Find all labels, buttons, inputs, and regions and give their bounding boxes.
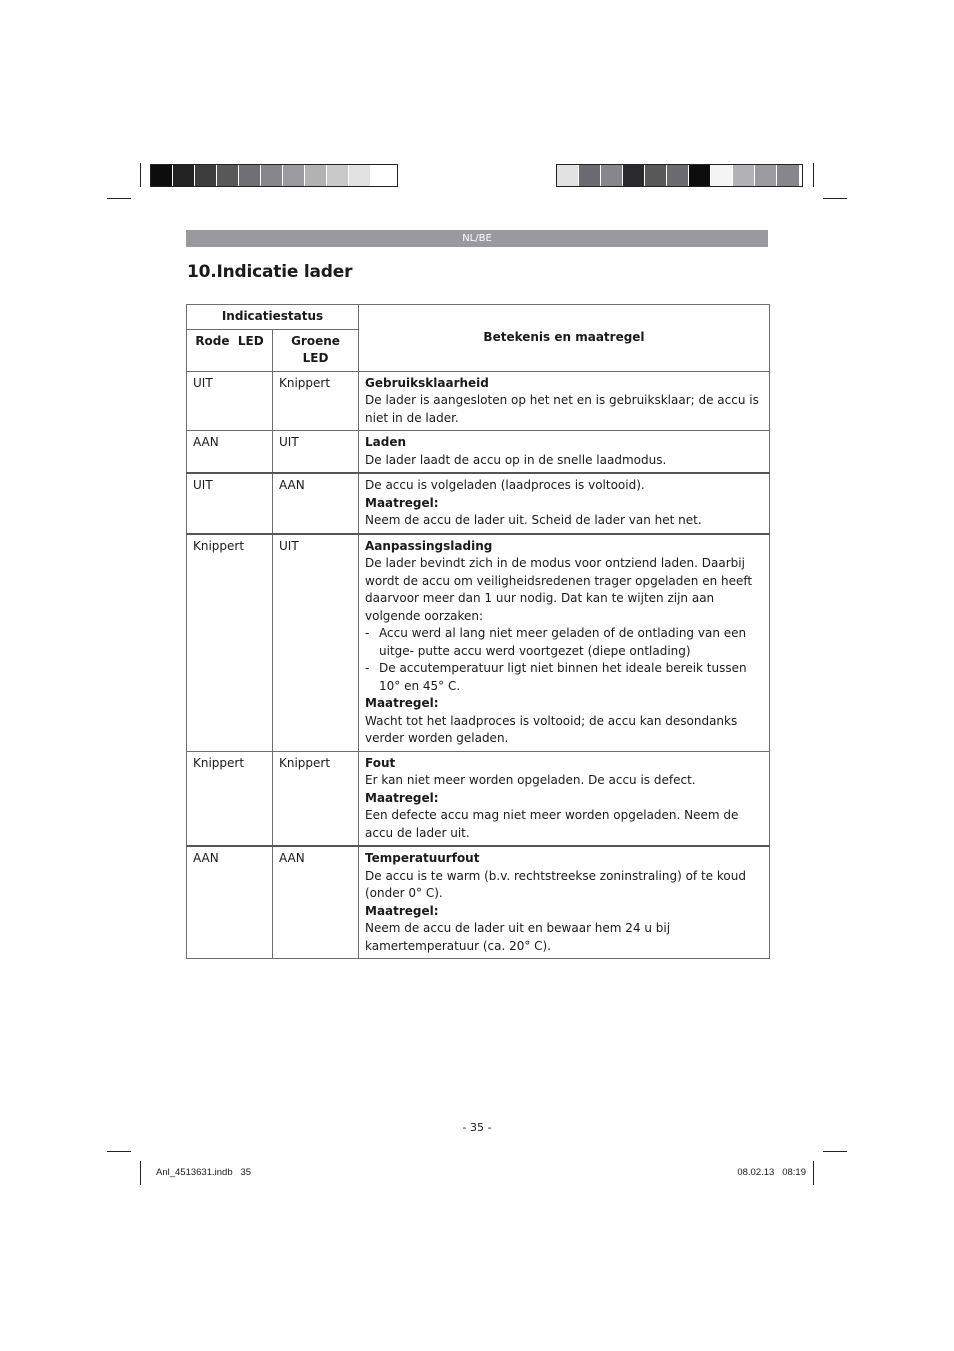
color-swatch bbox=[733, 165, 755, 186]
meaning-cell bbox=[359, 473, 770, 534]
table-row bbox=[187, 371, 770, 431]
table-row bbox=[187, 846, 770, 959]
table-row bbox=[187, 751, 770, 846]
meaning-cell bbox=[359, 534, 770, 752]
measure-text: Neem de accu de lader uit. Scheid de lader van het net. bbox=[365, 513, 702, 527]
meaning-cell bbox=[359, 751, 770, 846]
color-calibration-bar-right bbox=[556, 164, 803, 187]
header-indication-status: Indicatiestatus bbox=[187, 305, 359, 330]
green-led-cell: Knippert bbox=[273, 751, 359, 846]
crop-mark bbox=[813, 1161, 814, 1185]
red-led-cell: AAN bbox=[187, 431, 273, 474]
color-swatch bbox=[349, 165, 371, 186]
green-led-cell: AAN bbox=[273, 846, 359, 959]
measure-label: Maatregel: bbox=[365, 903, 439, 918]
color-swatch bbox=[151, 165, 173, 186]
color-swatch bbox=[645, 165, 667, 186]
meaning-cell bbox=[359, 431, 770, 474]
language-header bbox=[186, 230, 768, 247]
language-label: NL/BE bbox=[462, 233, 492, 244]
color-swatch bbox=[371, 165, 393, 186]
color-swatch bbox=[777, 165, 799, 186]
color-swatch bbox=[195, 165, 217, 186]
crop-mark bbox=[107, 1151, 131, 1152]
crop-mark bbox=[107, 198, 131, 199]
measure-label: Maatregel: bbox=[365, 495, 439, 510]
red-led-cell: UIT bbox=[187, 371, 273, 431]
crop-mark bbox=[813, 163, 814, 187]
header-green-led: Groene LED bbox=[273, 329, 359, 371]
green-led-cell: UIT bbox=[273, 431, 359, 474]
color-swatch bbox=[755, 165, 777, 186]
meaning-cell bbox=[359, 846, 770, 959]
measure-text: Neem de accu de lader uit en bewaar hem 24 u bij kamertemperatuur (ca. 20° C). bbox=[365, 921, 671, 953]
meaning-text: De lader bevindt zich in de modus voor ontziend laden. Daarbij wordt de accu om veiligheidsredenen trager opgeladen en heeft daarvoor meer dan 1 uur nodig. Dat kan te wijten zijn aan volgende oorzaken: bbox=[365, 556, 753, 623]
meaning-title: Laden bbox=[365, 435, 407, 449]
meaning-title: Aanpassingslading bbox=[365, 538, 493, 553]
footer-file: Anl_4513631.indb 35 bbox=[156, 1167, 252, 1178]
color-swatch bbox=[711, 165, 733, 186]
color-swatch bbox=[601, 165, 623, 186]
color-swatch bbox=[689, 165, 711, 186]
indicator-table bbox=[186, 304, 770, 959]
table-row bbox=[187, 431, 770, 474]
list-item: - Accu werd al lang niet meer geladen of de ontlading van een uitge- putte accu werd voortgezet (diepe ontlading) bbox=[365, 625, 763, 660]
meaning-title: Temperatuurfout bbox=[365, 851, 480, 865]
meaning-text: De accu is volgeladen (laadproces is voltooid). bbox=[365, 478, 645, 492]
color-swatch bbox=[623, 165, 645, 186]
page-number: - 35 - bbox=[462, 1121, 492, 1134]
red-led-cell: UIT bbox=[187, 473, 273, 534]
meaning-title: Gebruiksklaarheid bbox=[365, 375, 489, 390]
crop-mark bbox=[140, 1161, 141, 1185]
color-swatch bbox=[173, 165, 195, 186]
meaning-title: Fout bbox=[365, 755, 396, 770]
color-swatch bbox=[283, 165, 305, 186]
color-swatch bbox=[667, 165, 689, 186]
color-swatch bbox=[579, 165, 601, 186]
color-swatch bbox=[327, 165, 349, 186]
red-led-cell: AAN bbox=[187, 846, 273, 959]
header-red-led: Rode LED bbox=[187, 329, 273, 371]
color-swatch bbox=[261, 165, 283, 186]
list-item: - De accutemperatuur ligt niet binnen het ideale bereik tussen 10° en 45° C. bbox=[365, 660, 763, 695]
footer-date: 08.02.13 08:19 bbox=[737, 1167, 806, 1178]
meaning-text: De accu is te warm (b.v. rechtstreekse zoninstraling) of te koud (onder 0° C). bbox=[365, 868, 746, 900]
measure-text: Een defecte accu mag niet meer worden opgeladen. Neem de accu de lader uit. bbox=[365, 808, 739, 840]
color-calibration-bar-left bbox=[150, 164, 398, 187]
table-row bbox=[187, 534, 770, 752]
cause-list bbox=[365, 625, 763, 695]
table-header-row bbox=[187, 305, 770, 330]
crop-mark bbox=[823, 198, 847, 199]
crop-mark bbox=[140, 163, 141, 187]
color-swatch bbox=[239, 165, 261, 186]
red-led-cell: Knippert bbox=[187, 751, 273, 846]
header-meaning: Betekenis en maatregel bbox=[359, 305, 770, 372]
color-swatch bbox=[217, 165, 239, 186]
color-swatch bbox=[305, 165, 327, 186]
color-swatch bbox=[557, 165, 579, 186]
measure-text: Wacht tot het laadproces is voltooid; de accu kan desondanks verder worden geladen. bbox=[365, 713, 738, 745]
crop-mark bbox=[823, 1151, 847, 1152]
meaning-text: Er kan niet meer worden opgeladen. De accu is defect. bbox=[365, 773, 696, 787]
green-led-cell: UIT bbox=[273, 534, 359, 752]
measure-label: Maatregel: bbox=[365, 790, 439, 805]
meaning-text: De lader is aangesloten op het net en is gebruiksklaar; de accu is niet in de lader. bbox=[365, 393, 759, 425]
red-led-cell: Knippert bbox=[187, 534, 273, 752]
table-row bbox=[187, 473, 770, 534]
meaning-text: De lader laadt de accu op in de snelle laadmodus. bbox=[365, 452, 667, 467]
measure-label: Maatregel: bbox=[365, 696, 439, 710]
section-title: 10.Indicatie lader bbox=[187, 262, 353, 282]
green-led-cell: AAN bbox=[273, 473, 359, 534]
meaning-cell bbox=[359, 371, 770, 431]
green-led-cell: Knippert bbox=[273, 371, 359, 431]
